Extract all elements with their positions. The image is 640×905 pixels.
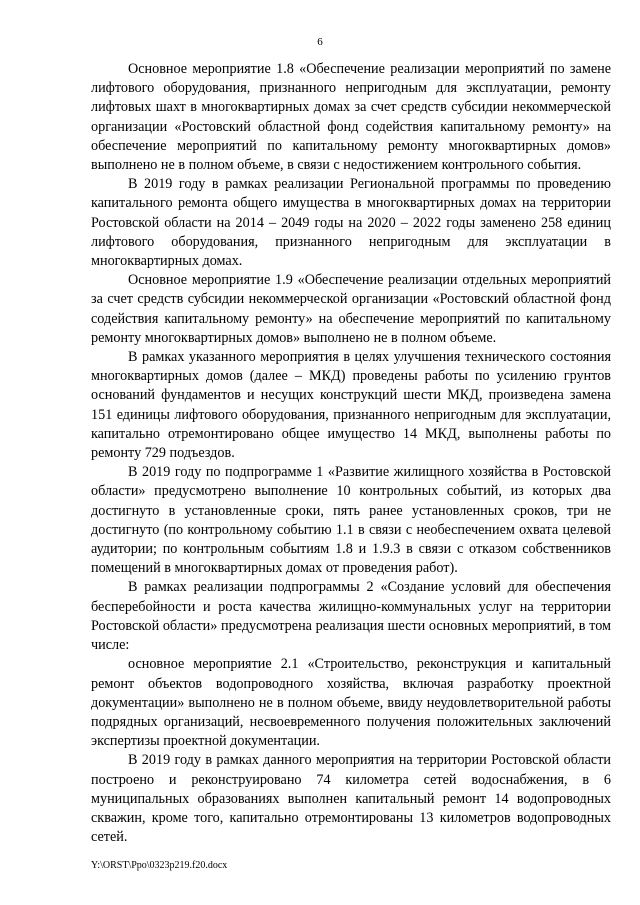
document-body — [91, 60, 611, 847]
page-number: 6 — [317, 36, 323, 48]
paragraph-subprogram-2: В рамках реализации подпрограммы 2 «Создание условий для обеспечения бесперебойности и роста качества жилищно-коммунальных услуг на территории Ростовской области» предусмотрена реализация шести основных мероприятий, в том числе: — [91, 579, 611, 654]
paragraph-subprogram-1: В 2019 году по подпрограмме 1 «Развитие жилищного хозяйства в Ростовской области» предусмотрено выполнение 10 контрольных событий, из которых два достигнуто в установленные сроки, пять ранее установленных сроков, три не достигнуто (по контрольному событию 1.1 в связи с необеспечением охвата целевой аудитории; по контрольным событиям 1.8 и 1.9.3 в связи с отказом собственников помещений в многоквартирных домах от проведения работ). — [91, 464, 611, 577]
paragraph-measure-1-9: Основное мероприятие 1.9 «Обеспечение реализации отдельных мероприятий за счет средств субсидии некоммерческой организации «Ростовский областной фонд содействия капитальному ремонту» на обеспечение мероприятий по капитальному ремонту многоквартирных домов» выполнено не в полном объеме. — [91, 272, 611, 346]
paragraph-regional-program-2019: В 2019 году в рамках реализации Региональной программы по проведению капитального ремонта общего имущества в многоквартирных домах на территории Ростовской области на 2014 – 2049 годы на 2020 – 2022 годы заменено 258 единиц лифтового оборудования, признанного непригодным для эксплуатации в многоквартирных домах. — [91, 176, 611, 270]
paragraph-measure-1-8: Основное мероприятие 1.8 «Обеспечение реализации мероприятий по замене лифтового оборудования, признанного непригодным для эксплуатации, ремонту лифтовых шахт в многоквартирных домах за счет средств субсидии некоммерческой организации «Ростовский областной фонд содействия капитальному ремонту» на обеспечение мероприятий по капитальному ремонту многоквартирных домов» выполнено не в полном объеме, в связи с недостижением контрольного события. — [91, 61, 611, 174]
footer-file-path: Y:\ORST\Ppo\0323p219.f20.docx — [91, 860, 228, 871]
paragraph-mkd-works: В рамках указанного мероприятия в целях улучшения технического состояния многоквартирных домов (далее – МКД) проведены работы по усилению грунтов оснований фундаментов и несущих конструкций шести МКД, произведена замена 151 единицы лифтового оборудования, признанного непригодным для эксплуатации, капитально отремонтировано общее имущество 14 МКД, выполнены работы по ремонту 729 подъездов. — [91, 349, 611, 462]
paragraph-measure-2-1: основное мероприятие 2.1 «Строительство, реконструкция и капитальный ремонт объектов водопроводного хозяйства, включая разработку проектной документации» выполнено не в полном объеме, ввиду неудовлетворительной работы подрядных организаций, несвоевременного получения положительных заключений экспертизы проектной документации. — [91, 656, 611, 750]
paragraph-water-supply-2019: В 2019 году в рамках данного мероприятия на территории Ростовской области построено и реконструировано 74 километра сетей водоснабжения, в 6 муниципальных образованиях выполнен капитальный ремонт 14 водопроводных скважин, кроме того, капитально отремонтированы 13 километров водопроводных сетей. — [91, 752, 611, 846]
